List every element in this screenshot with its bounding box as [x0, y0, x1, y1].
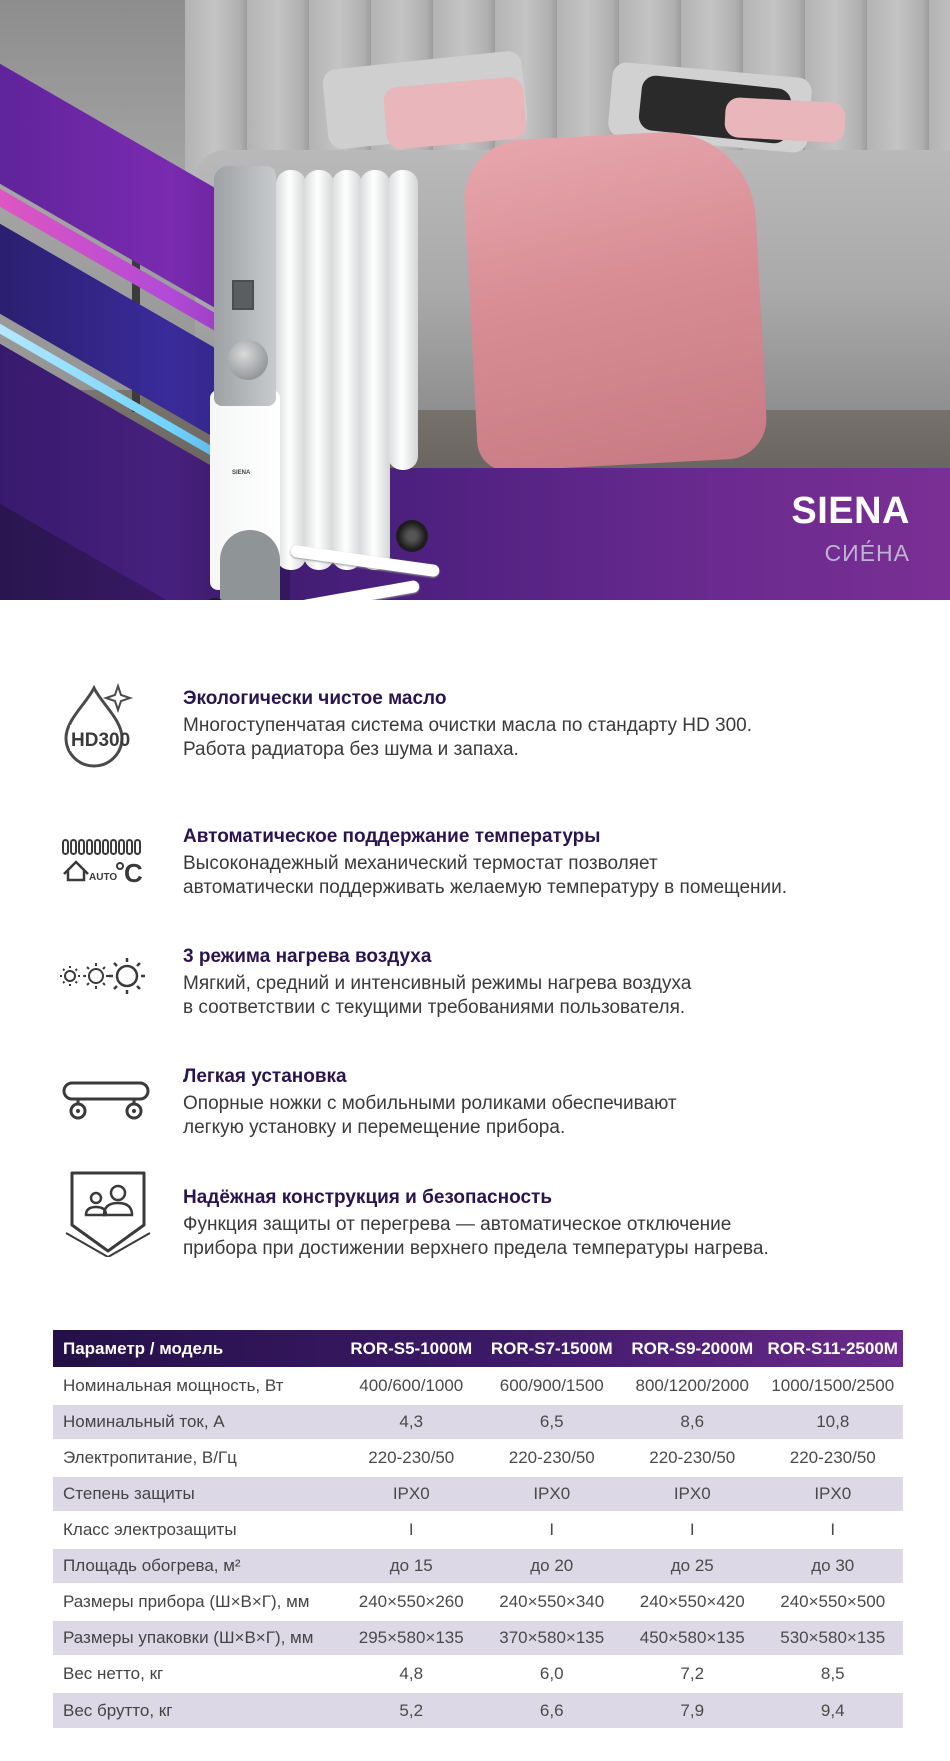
table-row: [53, 1620, 903, 1656]
parameter-name-cell: Номинальная мощность, Вт: [63, 1376, 284, 1395]
feature-heating-modes: [0, 946, 950, 1046]
feature-easy-install: [0, 1066, 950, 1166]
table-row: [53, 1692, 903, 1728]
value-cell: 530×580×135: [780, 1628, 886, 1647]
value-cell: I: [549, 1520, 555, 1539]
feature-title: Надёжная конструкция и безопасность: [183, 1187, 552, 1208]
parameter-name-cell: Степень защиты: [63, 1484, 195, 1503]
parameter-name-cell: Размеры упаковки (Ш×В×Г), мм: [63, 1628, 314, 1647]
product-name-ru: СИЕ́НА: [824, 540, 910, 566]
value-cell: IPX0: [392, 1484, 430, 1503]
table-header: Параметр / модель: [63, 1338, 224, 1358]
value-cell: 4,3: [399, 1412, 424, 1431]
oil-drop-hd300-icon: [56, 680, 156, 780]
value-cell: 240×550×420: [639, 1592, 745, 1611]
thermostat-knob: [228, 340, 268, 380]
value-cell: 295×580×135: [358, 1628, 464, 1647]
value-cell: 8,5: [820, 1664, 845, 1683]
value-cell: 800/1200/2000: [635, 1376, 749, 1395]
value-cell: IPX0: [673, 1484, 711, 1503]
table-header: ROR-S11-2500M: [767, 1338, 898, 1358]
value-cell: 7,2: [680, 1664, 705, 1683]
parameter-name-cell: Электропитание, В/Гц: [63, 1448, 237, 1467]
pillow: [383, 76, 528, 150]
table-header: ROR-S9-2000M: [631, 1338, 754, 1358]
feature-safety: [0, 1187, 950, 1287]
value-cell: до 30: [811, 1556, 855, 1575]
value-cell: 220-230/50: [508, 1448, 595, 1467]
feature-title: Легкая установка: [183, 1066, 347, 1087]
parameter-name-cell: Вес нетто, кг: [63, 1664, 164, 1683]
table-header-row: [53, 1330, 903, 1368]
value-cell: 8,6: [680, 1412, 705, 1431]
value-cell: I: [408, 1520, 414, 1539]
three-suns-icon: [56, 954, 156, 1054]
value-cell: 6,0: [539, 1664, 564, 1683]
feature-title: 3 режима нагрева воздуха: [183, 946, 432, 967]
table-row: [53, 1404, 903, 1440]
value-cell: 6,6: [539, 1700, 564, 1720]
value-cell: 6,5: [539, 1412, 564, 1431]
feature-text: Высоконадежный механический термостат позволяет автоматически поддерживать желаемую температуру в помещении.: [183, 853, 788, 898]
feature-text: Многоступенчатая система очистки масла по стандарту HD 300. Работа радиатора без шума и запаха.: [183, 715, 752, 760]
heater-model-label: SIENA: [232, 470, 251, 476]
feature-text: Опорные ножки с мобильными роликами обеспечивают легкую установку и перемещение прибора.: [183, 1093, 677, 1138]
table-row: [53, 1476, 903, 1512]
value-cell: 370×580×135: [499, 1628, 605, 1647]
feature-text: Функция защиты от перегрева — автоматическое отключение прибора при достижении верхнего предела температуры нагрева.: [183, 1214, 769, 1259]
parameter-name-cell: Площадь обогрева, м²: [63, 1556, 241, 1575]
table-row: [53, 1512, 903, 1548]
feature-eco-oil: [0, 688, 950, 788]
wheels-base-icon: [56, 1076, 156, 1176]
table-row: [53, 1368, 903, 1404]
parameter-name-cell: Класс электрозащиты: [63, 1520, 237, 1539]
value-cell: 220-230/50: [789, 1448, 876, 1467]
hero-banner: [0, 0, 950, 600]
value-cell: 10,8: [816, 1412, 850, 1431]
value-cell: 4,8: [399, 1664, 424, 1683]
value-cell: 240×550×260: [358, 1592, 464, 1611]
feature-auto-temperature: [0, 826, 950, 926]
value-cell: 7,9: [680, 1700, 705, 1720]
table-row: [53, 1584, 903, 1620]
parameter-name-cell: Номинальный ток, А: [63, 1412, 225, 1431]
table-row: [53, 1440, 903, 1476]
value-cell: IPX0: [533, 1484, 571, 1503]
table-header: ROR-S5-1000M: [350, 1338, 473, 1358]
table-body: [53, 1368, 903, 1728]
product-name: SIENA: [791, 490, 910, 532]
table-header: ROR-S7-1500M: [490, 1338, 613, 1358]
feature-title: Экологически чистое масло: [183, 688, 447, 709]
svg-text:C: C: [124, 858, 143, 888]
value-cell: 220-230/50: [649, 1448, 736, 1467]
indicator-light: [232, 280, 254, 310]
oil-heater-image: [210, 160, 435, 600]
value-cell: 240×550×500: [780, 1592, 886, 1611]
table-row: [53, 1548, 903, 1584]
parameter-name-cell: Размеры прибора (Ш×В×Г), мм: [63, 1592, 310, 1611]
pillow: [724, 97, 846, 143]
parameter-name-cell: Вес брутто, кг: [63, 1700, 173, 1720]
value-cell: до 15: [389, 1556, 433, 1575]
value-cell: до 20: [530, 1556, 574, 1575]
caster-wheel: [396, 520, 428, 552]
table-row: [53, 1656, 903, 1692]
shield-people-icon: [56, 1167, 156, 1267]
value-cell: I: [830, 1520, 836, 1539]
feature-title: Автоматическое поддержание температуры: [183, 826, 601, 847]
specifications-table: [53, 1330, 903, 1728]
value-cell: до 25: [670, 1556, 714, 1575]
value-cell: I: [689, 1520, 695, 1539]
value-cell: 220-230/50: [368, 1448, 455, 1467]
svg-text:AUTO: AUTO: [89, 872, 118, 883]
value-cell: 240×550×340: [499, 1592, 605, 1611]
value-cell: IPX0: [814, 1484, 852, 1503]
value-cell: 9,4: [820, 1700, 845, 1720]
value-cell: 5,2: [399, 1700, 424, 1720]
feature-text: Мягкий, средний и интенсивный режимы нагрева воздуха в соответствии с текущими требованиями пользователя.: [183, 973, 692, 1018]
value-cell: 400/600/1000: [359, 1376, 464, 1395]
value-cell: 450×580×135: [639, 1628, 745, 1647]
value-cell: 600/900/1500: [499, 1376, 604, 1395]
value-cell: 1000/1500/2500: [771, 1376, 895, 1395]
svg-text:HD300: HD300: [71, 730, 131, 751]
pink-blanket: [462, 128, 769, 473]
auto-temperature-icon: [56, 832, 156, 932]
